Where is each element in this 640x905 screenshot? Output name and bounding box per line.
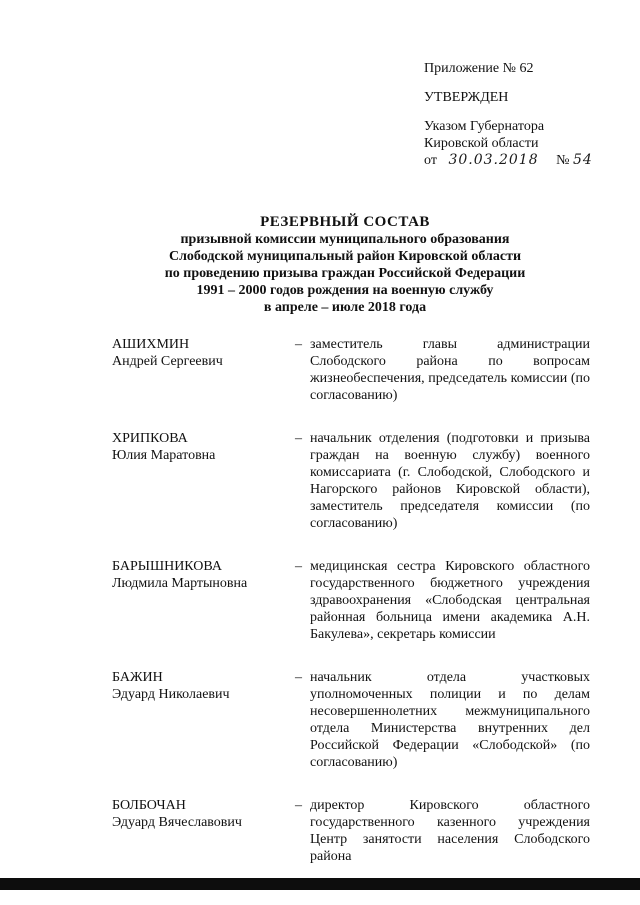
appendix-number: Приложение № 62 [424,61,534,76]
decree-date-line [424,152,624,169]
heading-line: в апреле – июле 2018 года [263,300,427,315]
member-role: начальник отделения (подготовки и призыва граждан на военную службу) военного комиссариата (г. Слободской, Слободского и Нагорского районов Кировской области), заместитель председателя комиссии (по согласованию) [310,431,590,531]
member-surname: БОЛБОЧАН [112,798,186,813]
member-given-name: Эдуард Николаевич [112,687,230,702]
member-role: начальник отдела участковых уполномоченных полиции и по делам несовершеннолетних межмуниципального отдела Министерства внутренних дел Российской Федерации «Слободской» (по согласованию) [310,670,590,770]
handwritten-number: 54 [572,152,593,168]
approval-block [424,60,624,169]
heading-line: по проведению призыва граждан Российской Федерации [164,266,526,281]
scan-bottom-edge [0,878,640,890]
member-surname: АШИХМИН [112,337,190,352]
heading-line: Слободской муниципальный район Кировской области [168,249,522,264]
member-name [112,430,292,464]
member-entry [112,430,590,532]
approved-stamp-text: УТВЕРЖДЕН [424,90,509,105]
document-heading [140,214,550,316]
commission-member-list [112,336,590,891]
date-prefix: от [424,153,437,168]
member-dash: – [295,337,302,352]
member-given-name: Андрей Сергеевич [112,354,223,369]
member-entry [112,669,590,771]
handwritten-date: 30.03.2018 [448,152,539,168]
heading-line: призывной комиссии муниципального образования [180,232,510,247]
member-name [112,669,292,703]
member-dash: – [295,798,302,813]
number-prefix: № [556,153,570,168]
member-surname: ХРИПКОВА [112,431,188,446]
document-title: РЕЗЕРВНЫЙ СОСТАВ [260,214,430,230]
member-entry [112,336,590,404]
member-surname: БАЖИН [112,670,163,685]
heading-line: 1991 – 2000 годов рождения на военную службу [196,283,494,298]
member-role: заместитель главы администрации Слободского района по вопросам жизнеобеспечения, председатель комиссии (по согласованию) [310,337,590,403]
member-dash: – [295,431,302,446]
member-role: директор Кировского областного государственного казенного учреждения Центр занятости населения Слободского района [310,798,590,864]
member-dash: – [295,670,302,685]
member-given-name: Людмила Мартыновна [112,576,248,591]
member-surname: БАРЫШНИКОВА [112,559,222,574]
member-name [112,797,292,831]
member-entry [112,558,590,643]
member-entry [112,797,590,865]
member-given-name: Юлия Маратовна [112,448,216,463]
decree-line-1: Указом Губернатора [424,119,545,134]
member-given-name: Эдуард Вячеславович [112,815,242,830]
member-dash: – [295,559,302,574]
member-role: медицинская сестра Кировского областного государственного бюджетного учреждения здравоохранения «Слободская центральная районная больница имени академика А.Н. Бакулева», секретарь комиссии [310,559,590,642]
member-name [112,558,292,592]
decree-line-2: Кировской области [424,136,539,151]
member-name [112,336,292,370]
